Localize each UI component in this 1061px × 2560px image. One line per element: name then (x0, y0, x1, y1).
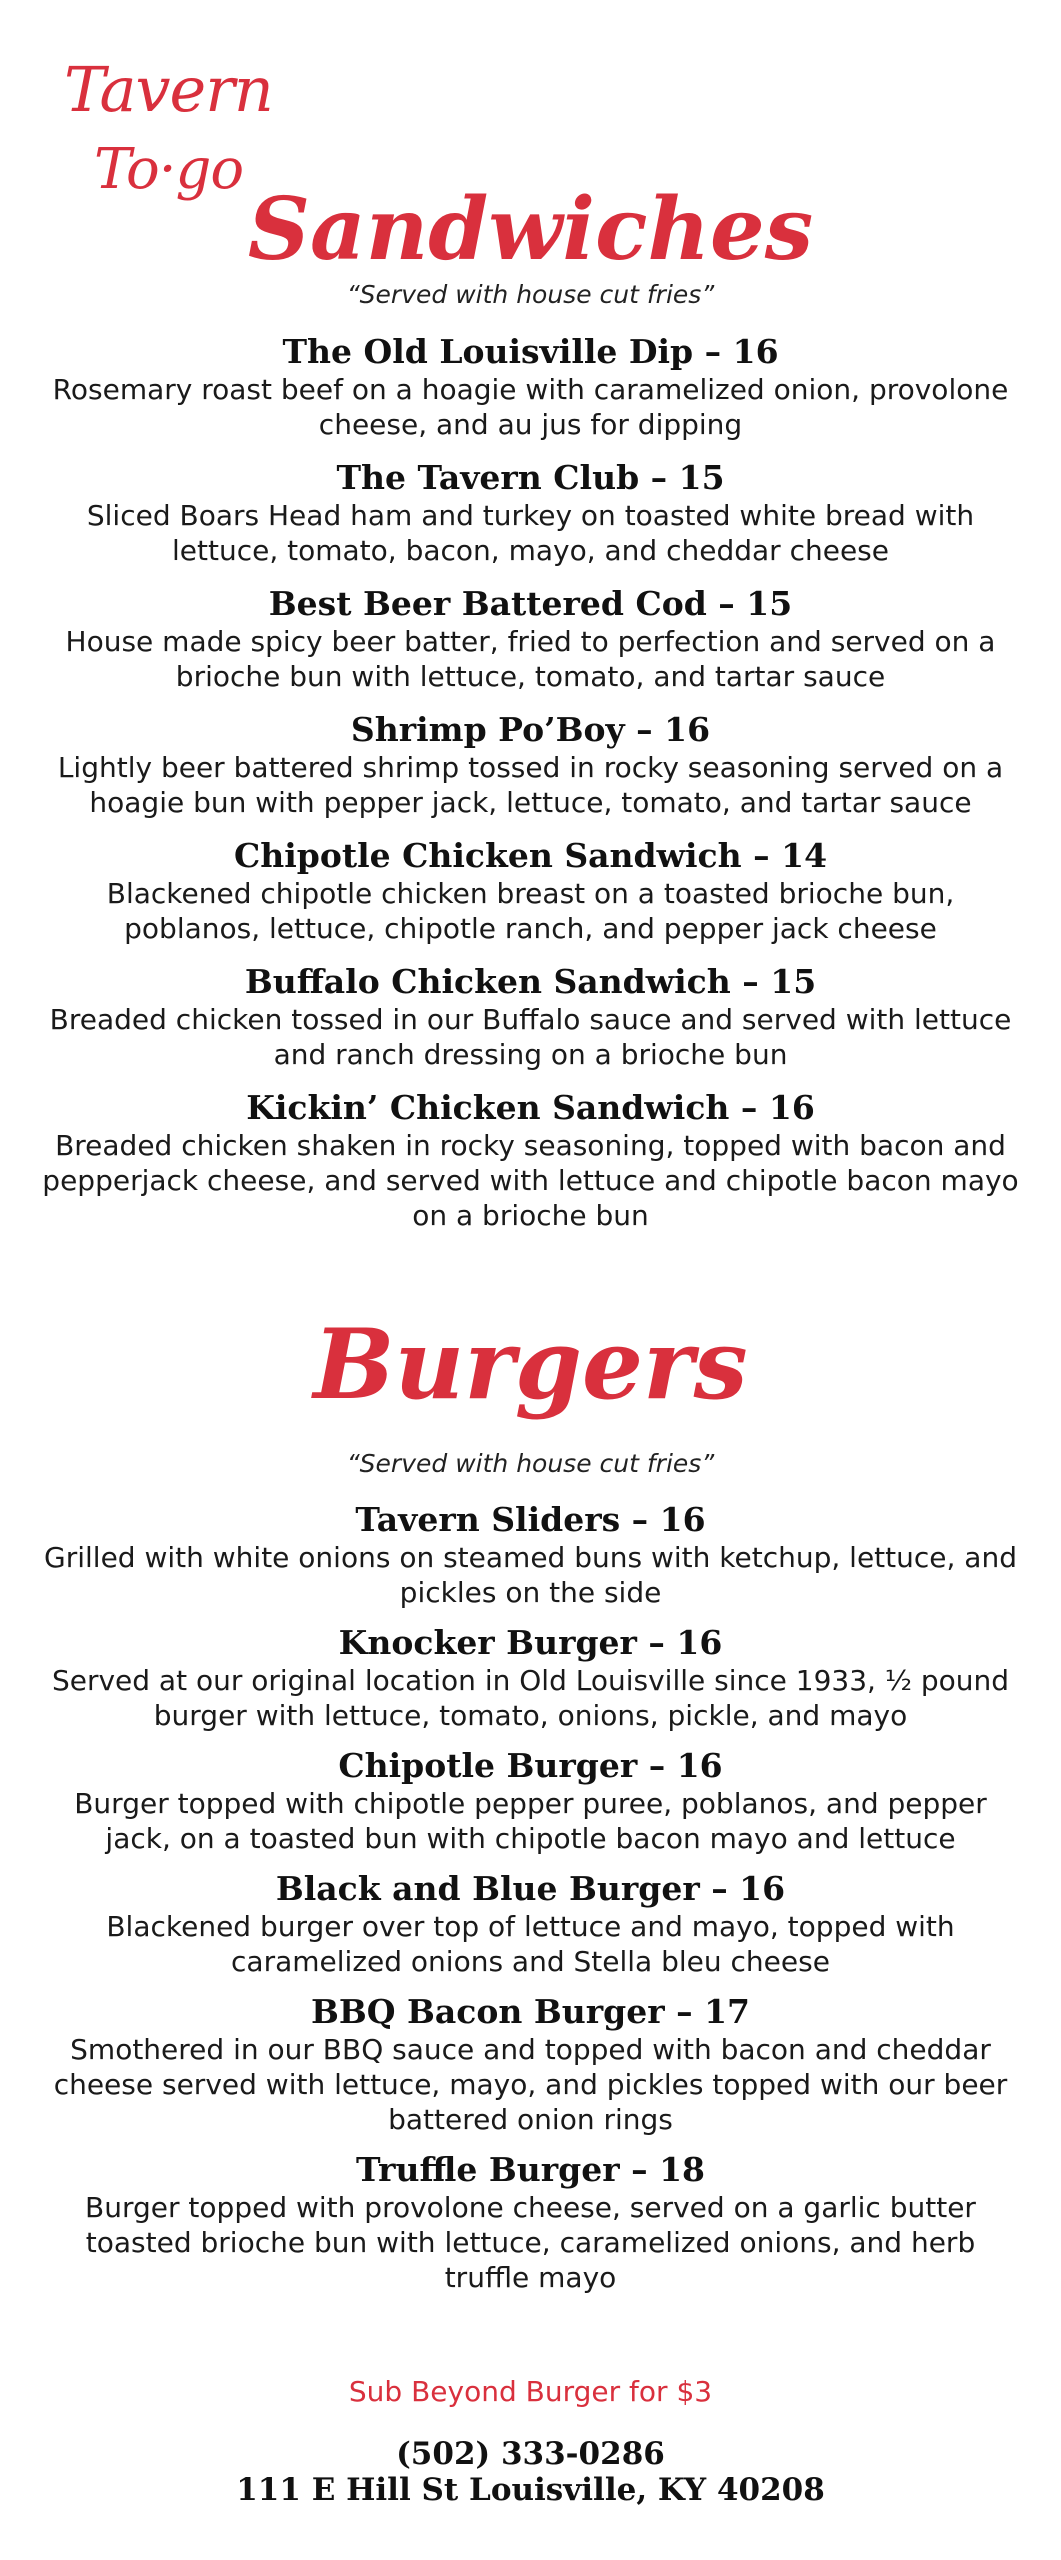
address: 111 E Hill St Louisville, KY 40208 (236, 2472, 825, 2508)
burger-item (40, 1623, 1021, 1733)
burger-item-description: Burger topped with provolone cheese, served on a garlic butter toasted brioche bun with lettuce, caramelized onions, and herb truffle mayo (85, 2191, 976, 2294)
burger-list (40, 1500, 1021, 2308)
sandwich-item (40, 458, 1021, 568)
sandwich-item-name: The Old Louisville Dip – 16 (282, 332, 779, 371)
sandwich-item-description: Lightly beer battered shrimp tossed in rocky seasoning served on a hoagie bun with pepper jack, lettuce, tomato, and tartar sauce (57, 751, 1004, 819)
sandwich-item (40, 710, 1021, 820)
logo-line-2: To·go (94, 137, 244, 202)
sandwich-item-description: Breaded chicken tossed in our Buffalo sauce and served with lettuce and ranch dressing on a brioche bun (49, 1003, 1012, 1071)
burger-item (40, 1746, 1021, 1856)
burger-item-name: Chipotle Burger – 16 (338, 1746, 723, 1785)
burger-item-description: Burger topped with chipotle pepper puree, poblanos, and pepper jack, on a toasted bun with chipotle bacon mayo and lettuce (74, 1787, 987, 1855)
sandwich-item-description: Rosemary roast beef on a hoagie with caramelized onion, provolone cheese, and au jus for dipping (52, 373, 1009, 441)
sandwich-item-name: Kickin’ Chicken Sandwich – 16 (246, 1088, 815, 1127)
sandwich-item-description: Blackened chipotle chicken breast on a toasted brioche bun, poblanos, lettuce, chipotle ranch, and pepper jack cheese (106, 877, 955, 945)
burger-item-description: Served at our original location in Old Louisville since 1933, ½ pound burger with lettuce, tomato, onions, pickle, and mayo (51, 1664, 1010, 1732)
sandwich-item (40, 584, 1021, 694)
sandwiches-subtitle: “Served with house cut fries” (346, 280, 715, 309)
burger-item (40, 1992, 1021, 2137)
sandwich-item-description: Sliced Boars Head ham and turkey on toasted white bread with lettuce, tomato, bacon, mayo, and cheddar cheese (86, 499, 975, 567)
sandwich-item-description: Breaded chicken shaken in rocky seasoning, topped with bacon and pepperjack cheese, and served with lettuce and chipotle bacon mayo on a brioche bun (42, 1129, 1019, 1232)
burger-item-name: BBQ Bacon Burger – 17 (310, 1992, 750, 2031)
burger-item-description: Smothered in our BBQ sauce and topped with bacon and cheddar cheese served with lettuce, mayo, and pickles topped with our beer battered onion rings (53, 2033, 1008, 2136)
burger-item (40, 1869, 1021, 1979)
sandwich-item-name: The Tavern Club – 15 (336, 458, 725, 497)
sandwiches-heading: Sandwiches (247, 179, 814, 280)
sandwich-item (40, 962, 1021, 1072)
burger-item-description: Blackened burger over top of lettuce and mayo, topped with caramelized onions and Stella bleu cheese (106, 1910, 955, 1978)
sandwich-list (40, 332, 1021, 1249)
sandwich-item-name: Buffalo Chicken Sandwich – 15 (244, 962, 817, 1001)
sandwich-item (40, 836, 1021, 946)
burger-item (40, 1500, 1021, 1610)
burger-item-description: Grilled with white onions on steamed buns with ketchup, lettuce, and pickles on the side (44, 1541, 1017, 1609)
sandwich-item-name: Best Beer Battered Cod – 15 (268, 584, 793, 623)
sandwich-item-name: Shrimp Po’Boy – 16 (350, 710, 711, 749)
burger-item-name: Black and Blue Burger – 16 (275, 1869, 786, 1908)
logo-line-1: Tavern (64, 53, 273, 126)
sandwich-item (40, 332, 1021, 442)
beyond-burger-note: Sub Beyond Burger for $3 (348, 2375, 713, 2408)
burgers-subtitle: “Served with house cut fries” (346, 1449, 715, 1478)
phone-number[interactable]: (502) 333-0286 (396, 2436, 665, 2472)
sandwich-item (40, 1088, 1021, 1233)
burger-item-name: Knocker Burger – 16 (338, 1623, 723, 1662)
burger-item (40, 2150, 1021, 2295)
contact-info (0, 2436, 1061, 2508)
burgers-heading: Burgers (313, 1308, 748, 1421)
burger-item-name: Truffle Burger – 18 (356, 2150, 705, 2189)
sandwich-item-name: Chipotle Chicken Sandwich – 14 (233, 836, 828, 875)
sandwich-item-description: House made spicy beer batter, fried to perfection and served on a brioche bun with lettuce, tomato, and tartar sauce (65, 625, 996, 693)
burger-item-name: Tavern Sliders – 16 (355, 1500, 706, 1539)
